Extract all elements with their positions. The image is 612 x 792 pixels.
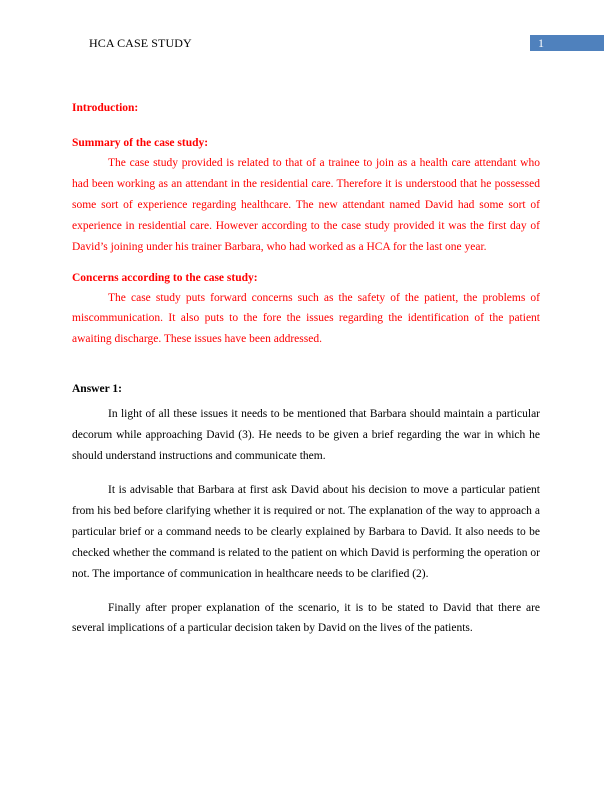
answer-heading: Answer 1: <box>72 383 122 396</box>
concerns-paragraph: The case study puts forward concerns such as the safety of the patient, the problems of miscommunication. It also puts to the fore the issues regarding the identification of the patient awaiting discharge. These issues have been addressed. <box>72 291 540 346</box>
answer-paragraph-1: In light of all these issues it needs to be mentioned that Barbara should maintain a particular decorum while approaching David (3). He needs to be given a brief regarding the war in which he should understand instructions and communicate them. <box>72 408 540 463</box>
concerns-heading: Concerns according to the case study: <box>72 271 258 284</box>
document-body <box>72 98 540 639</box>
summary-paragraph: The case study provided is related to that of a trainee to join as a health care attendant who had been working as an attendant in the residential care. Therefore it is understood that he possessed some sort of experience regarding healthcare. The new attendant named David had some sort of experience in residential care. However according to the case study provided it was the first day of David’s joining under his trainer Barbara, who had worked as a HCA for the last one year. <box>72 157 540 253</box>
answer-paragraph-3: Finally after proper explanation of the scenario, it is to be stated to David that there are several implications of a particular decision taken by David on the lives of the patients. <box>72 601 540 635</box>
answer-paragraph-2: It is advisable that Barbara at first ask David about his decision to move a particular patient from his bed before clarifying whether it is required or not. The explanation of the way to approach a particular brief or a command needs to be clearly explained by Barbara to David. It also needs to be checked whether the command is related to the patient on which David is performing the operation or not. The importance of communication in healthcare needs to be clarified (2). <box>72 483 540 580</box>
introduction-heading: Introduction: <box>72 102 139 114</box>
header-title: HCA CASE STUDY <box>89 36 192 50</box>
page-number: 1 <box>538 36 544 50</box>
page-number-box <box>530 35 604 51</box>
summary-heading: Summary of the case study: <box>72 137 209 149</box>
